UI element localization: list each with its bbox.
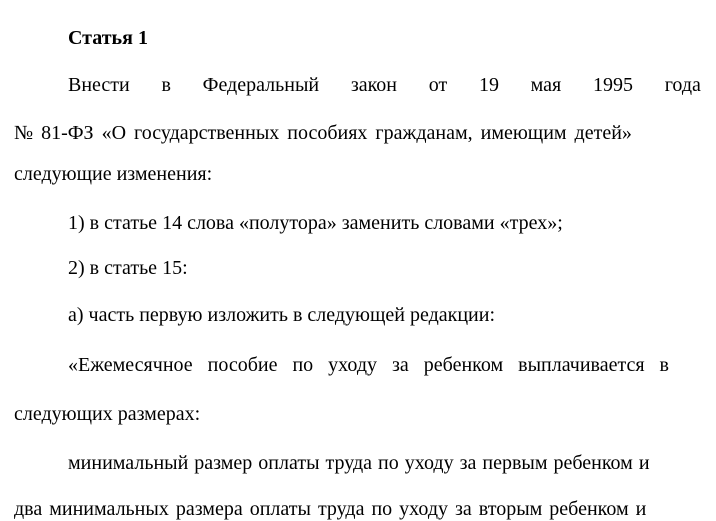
item-1: 1) в статье 14 слова «полутора» заменить словами «трех»;: [68, 212, 563, 234]
intro-line-2: № 81-ФЗ «О государственных пособиях гражданам, имеющим детей»: [14, 122, 632, 144]
intro-word: в: [161, 74, 171, 96]
intro-word: Внести: [68, 74, 130, 96]
intro-line-1: [68, 73, 701, 97]
paragraph-line-2: два минимальных размера оплаты труда по уходу за вторым ребенком и: [14, 498, 647, 520]
article-heading: Статья 1: [68, 27, 148, 49]
intro-word: мая: [530, 74, 562, 96]
paragraph-line-1: минимальный размер оплаты труда по уходу за первым ребенком и: [68, 452, 650, 474]
intro-word: закон: [350, 74, 398, 96]
intro-word: Федеральный: [202, 74, 320, 96]
quote-line-2: следующих размерах:: [14, 403, 201, 425]
intro-word: от: [428, 74, 448, 96]
item-2a: а) часть первую изложить в следующей редакции:: [68, 304, 496, 326]
item-2: 2) в статье 15:: [68, 257, 188, 279]
intro-word: 1995: [592, 74, 633, 96]
intro-word: года: [664, 74, 701, 96]
intro-line-3: следующие изменения:: [14, 163, 213, 185]
intro-word: 19: [478, 74, 499, 96]
quote-line-1: «Ежемесячное пособие по уходу за ребенком выплачивается в: [68, 354, 669, 376]
